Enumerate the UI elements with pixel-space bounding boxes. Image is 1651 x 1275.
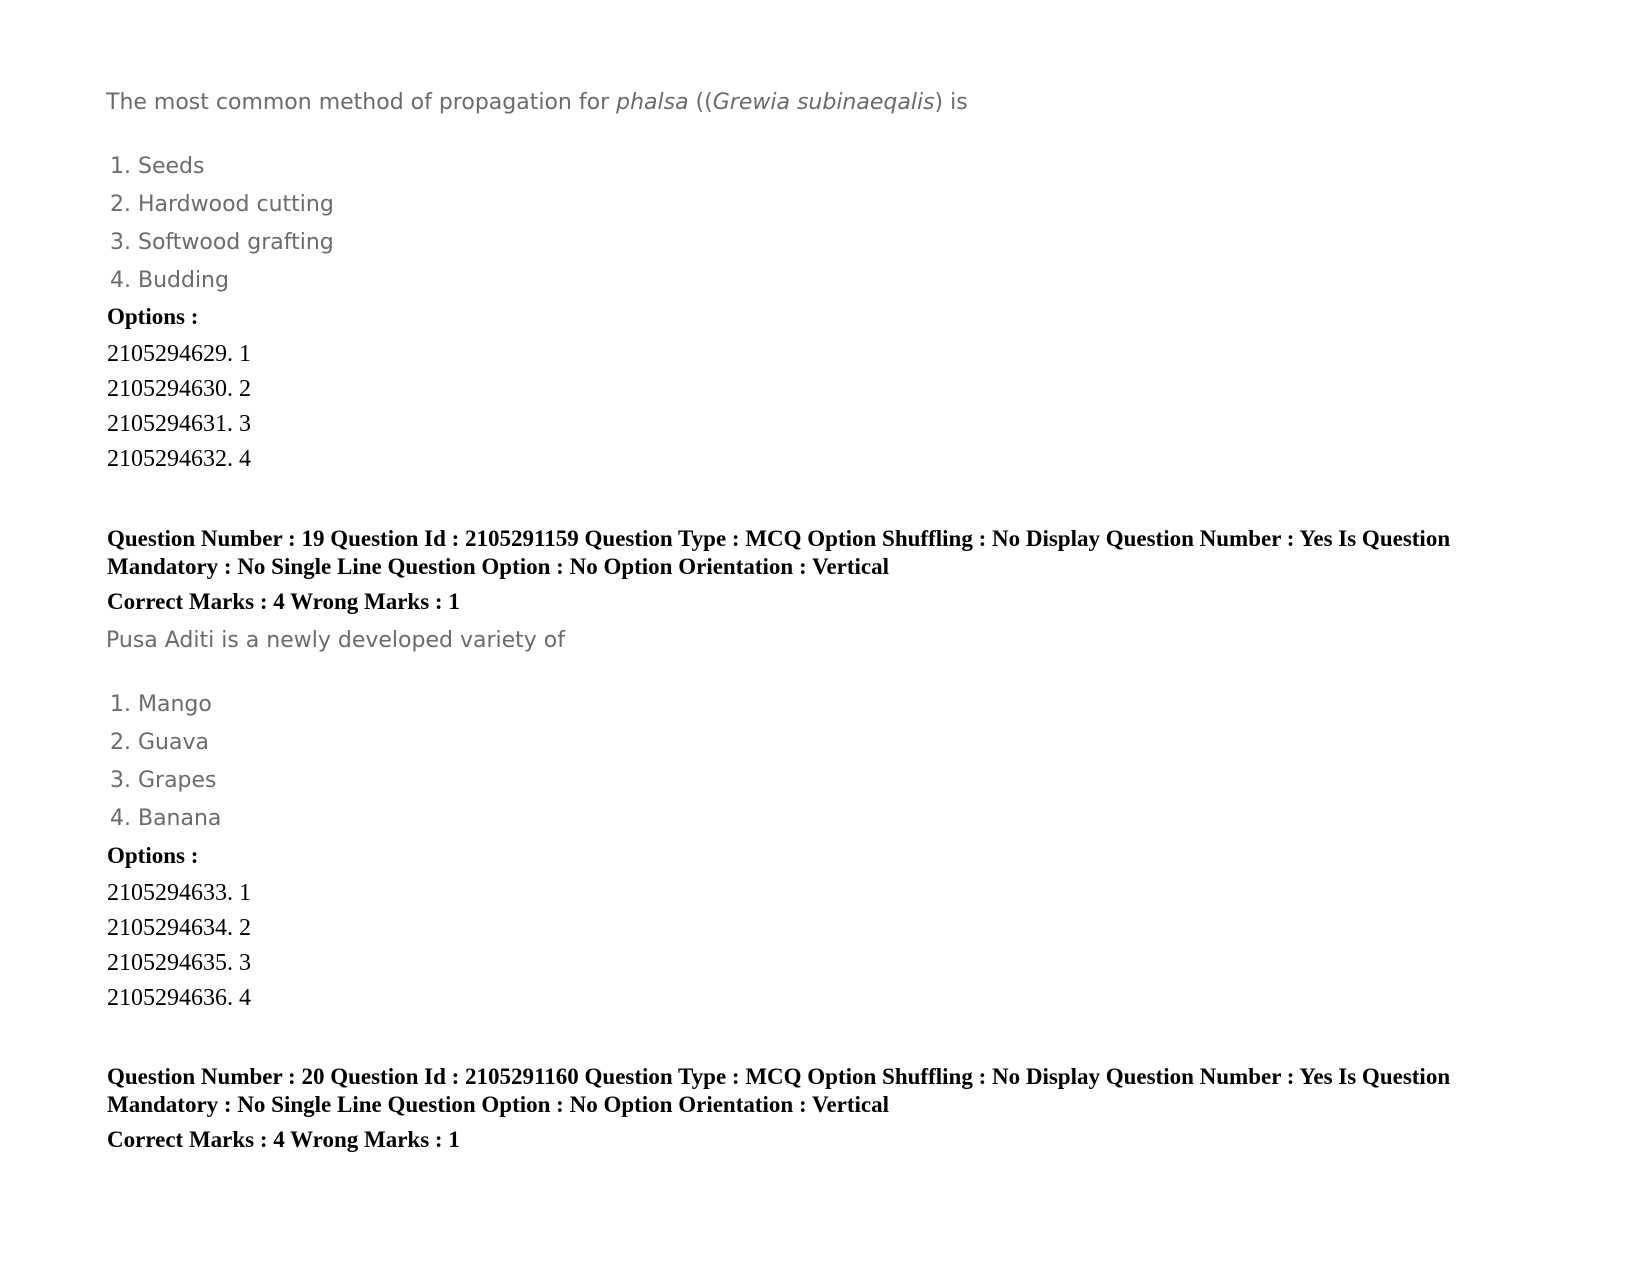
q20-marks: Correct Marks : 4 Wrong Marks : 1: [107, 1127, 460, 1152]
q19-option: 2105294633. 1: [107, 880, 251, 906]
q18-stem: [106, 90, 968, 115]
q18-stem-text: The most common method of propagation for: [106, 90, 617, 115]
q19-option: 2105294636. 4: [107, 985, 251, 1011]
q19-options-label: Options :: [107, 843, 199, 868]
q18-choice: 1. Seeds: [110, 154, 205, 179]
q18-options-list: [107, 337, 251, 477]
q19-choice: 4. Banana: [110, 806, 222, 831]
q19-option: 2105294635. 3: [107, 950, 251, 976]
q18-choice: 4. Budding: [110, 268, 229, 293]
q19-options-list: [107, 876, 251, 1016]
q18-option: 2105294632. 4: [107, 446, 251, 472]
q19-option: 2105294634. 2: [107, 915, 251, 941]
q19-marks: Correct Marks : 4 Wrong Marks : 1: [107, 589, 460, 614]
q18-options-label: Options :: [107, 304, 199, 329]
q18-stem-italic-phalsa: phalsa: [616, 90, 689, 115]
q19-meta: Question Number : 19 Question Id : 2105291159 Question Type : MCQ Option Shuffling : No Display Question Number : Yes Is Question Mandatory : No Single Line Question Option : No Option Orientation : Vertical: [107, 526, 1451, 579]
q19-choice: 2. Guava: [110, 730, 209, 755]
q18-stem-italic-species: Grewia subinaeqalis: [712, 90, 935, 115]
q19-choice-list: [110, 686, 221, 838]
q18-option: 2105294631. 3: [107, 411, 251, 437]
q19-choice: 3. Grapes: [110, 768, 217, 793]
q18-choice: 2. Hardwood cutting: [110, 192, 334, 217]
q18-option: 2105294629. 1: [107, 341, 251, 367]
q18-choice-list: [110, 148, 334, 300]
q18-stem-end: ) is: [934, 90, 968, 115]
q18-choice: 3. Softwood grafting: [110, 230, 334, 255]
q18-stem-paren: ((: [688, 90, 713, 115]
q19-stem: Pusa Aditi is a newly developed variety of: [106, 628, 565, 653]
q19-choice: 1. Mango: [110, 692, 212, 717]
q18-option: 2105294630. 2: [107, 376, 251, 402]
q20-meta: Question Number : 20 Question Id : 2105291160 Question Type : MCQ Option Shuffling : No Display Question Number : Yes Is Question Mandatory : No Single Line Question Option : No Option Orientation : Vertical: [107, 1064, 1451, 1117]
